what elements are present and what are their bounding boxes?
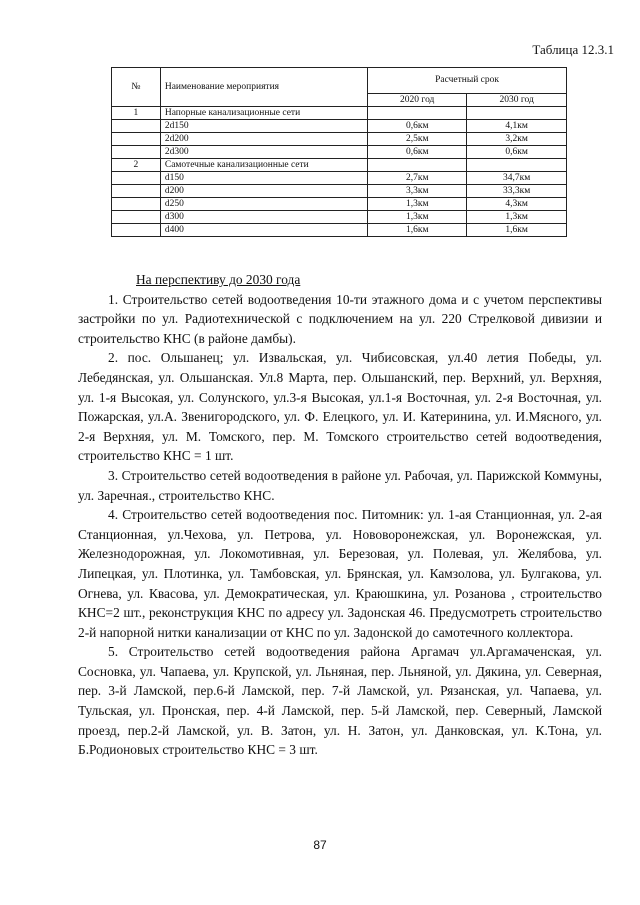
- row-num: [112, 211, 161, 224]
- row-num: [112, 120, 161, 133]
- table-row: [112, 146, 567, 159]
- row-value-2030: 4,1км: [467, 120, 567, 133]
- row-num: [112, 185, 161, 198]
- header-name: Наименование мероприятия: [160, 68, 367, 107]
- row-value-2020: [368, 107, 467, 120]
- row-name: d150: [160, 172, 367, 185]
- table-row: [112, 211, 567, 224]
- row-name: 2d200: [160, 133, 367, 146]
- table-row: [112, 159, 567, 172]
- row-value-2030: 4,3км: [467, 198, 567, 211]
- row-num: [112, 172, 161, 185]
- table-row: [112, 198, 567, 211]
- row-num: [112, 198, 161, 211]
- table-row: [112, 107, 567, 120]
- row-value-2030: 0,6км: [467, 146, 567, 159]
- row-value-2020: 0,6км: [368, 120, 467, 133]
- row-value-2020: [368, 159, 467, 172]
- paragraph-2: 2. пос. Ольшанец; ул. Извальская, ул. Чибисовская, ул.40 летия Победы, ул. Лебедянская, ул. Ольшанская. Ул.8 Марта, пер. Ольшанский, пер. Верхний, ул. Верхняя, ул. 1-я Высокая, ул. Солунского, ул.3-я Высокая, ул.1-я Восточная, ул. 2-я Восточная, ул. Пожарская, ул.А. Звенигородского, ул. Ф. Елецкого, ул. И. Катеринина, ул. И.Мясного, ул. 2-я Верхняя, ул. М. Томского, пер. М. Томского строительство сетей водоотведения, строительство КНС = 1 шт.: [78, 350, 602, 464]
- row-value-2020: 1,6км: [368, 224, 467, 237]
- row-num: [112, 133, 161, 146]
- row-name: d300: [160, 211, 367, 224]
- row-name: d400: [160, 224, 367, 237]
- row-value-2030: [467, 159, 567, 172]
- row-value-2020: 3,3км: [368, 185, 467, 198]
- row-value-2030: 1,3км: [467, 211, 567, 224]
- header-num: №: [112, 68, 161, 107]
- header-term: Расчетный срок: [368, 68, 567, 94]
- row-name: Напорные канализационные сети: [160, 107, 367, 120]
- measures-table: [111, 67, 567, 237]
- paragraph-5: 5. Строительство сетей водоотведения района Аргамач ул.Аргамаченская, ул. Сосновка, ул. Чапаева, ул. Крупской, ул. Льняная, пер. Льняной, ул. Дякина, ул. Северная, пер. 3-й Ламской, пер.6-й Ламской, пер. 7-й Ламской, ул. Рязанская, ул. Чапаева, ул. Тульская, ул. Пронская, пер. 4-й Ламской, пер. 5-й Ламской, пер. Северный, Ламской проезд, пер.2-й Ламской, ул. В. Затон, ул. Н. Затон, ул. Данковская, ул. К.Тона, ул. Б.Родионовых строительство КНС = 3 шт.: [78, 644, 602, 758]
- row-name: d250: [160, 198, 367, 211]
- table-body: [112, 107, 567, 237]
- table-row: [112, 224, 567, 237]
- row-value-2020: 2,7км: [368, 172, 467, 185]
- row-num: 2: [112, 159, 161, 172]
- table-row: [112, 120, 567, 133]
- row-num: [112, 224, 161, 237]
- page-number: 87: [313, 838, 327, 852]
- table-row: [112, 172, 567, 185]
- row-name: 2d300: [160, 146, 367, 159]
- row-value-2030: [467, 107, 567, 120]
- row-value-2030: 3,2км: [467, 133, 567, 146]
- paragraph-3: 3. Строительство сетей водоотведения в районе ул. Рабочая, ул. Парижской Коммуны, ул. Заречная., строительство КНС.: [78, 467, 602, 503]
- header-year-2020: 2020 год: [368, 94, 467, 107]
- row-value-2020: 1,3км: [368, 211, 467, 224]
- row-name: d200: [160, 185, 367, 198]
- body-text: [78, 270, 602, 760]
- row-num: [112, 146, 161, 159]
- row-value-2030: 33,3км: [467, 185, 567, 198]
- row-value-2020: 0,6км: [368, 146, 467, 159]
- table-caption: Таблица 12.3.1: [532, 42, 614, 57]
- row-value-2020: 2,5км: [368, 133, 467, 146]
- row-num: 1: [112, 107, 161, 120]
- table-row: [112, 185, 567, 198]
- header-year-2030: 2030 год: [467, 94, 567, 107]
- row-name: 2d150: [160, 120, 367, 133]
- section-subtitle: На перспективу до 2030 года: [136, 272, 301, 287]
- table-header-row: [112, 68, 567, 94]
- paragraph-1: 1. Строительство сетей водоотведения 10-ти этажного дома и с учетом перспективы застройки по ул. Радиотехнической с подключением на ул. 220 Стрелковой дивизии и строительство КНС (в районе дамбы).: [78, 291, 602, 346]
- row-value-2030: 1,6км: [467, 224, 567, 237]
- row-value-2020: 1,3км: [368, 198, 467, 211]
- table-row: [112, 133, 567, 146]
- row-name: Самотечные канализационные сети: [160, 159, 367, 172]
- row-value-2030: 34,7км: [467, 172, 567, 185]
- paragraph-4: 4. Строительство сетей водоотведения пос. Питомник: ул. 1-ая Станционная, ул. 2-ая Станционная, ул.Чехова, ул. Петрова, ул. Нововоронежская, ул. Воронежская, ул. Железнодорожная, ул. Локомотивная, ул. Березовая, ул. Полевая, ул. Желябова, ул. Липецкая, ул. Плотинка, ул. Тамбовская, ул. Брянская, ул. Камзолова, ул. Булгакова, ул. Огнева, ул. Квасова, ул. Демократическая, ул. Краюшкина, ул. Розанова , строительство КНС=2 шт., реконструкция КНС по адресу ул. Задонская 46. Предусмотреть строительство 2-й напорной нитки канализации от КНС по ул. Задонской до самотечного коллектора.: [78, 507, 602, 640]
